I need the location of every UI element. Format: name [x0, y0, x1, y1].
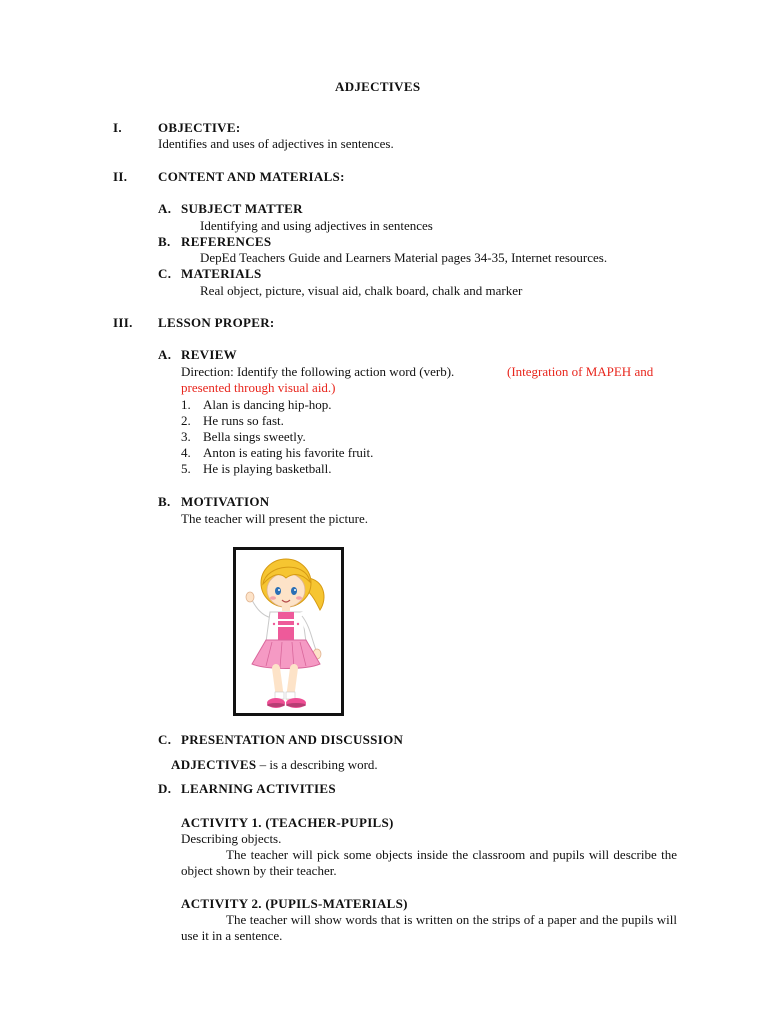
- subject-matter-text: Identifying and using adjectives in sentences: [200, 218, 433, 233]
- materials-text: Real object, picture, visual aid, chalk board, chalk and marker: [200, 283, 523, 298]
- content-materials-heading: CONTENT AND MATERIALS:: [158, 169, 345, 184]
- section-number-2: II.: [113, 169, 128, 184]
- list-item-number: 1.: [181, 397, 191, 412]
- list-item: He runs so fast.: [203, 413, 284, 428]
- girl-cartoon-icon: [236, 550, 341, 713]
- activity1-text: The teacher will pick some objects inside the classroom and pupils will describe the object shown by their teacher.: [181, 847, 677, 878]
- review-note-line2: presented through visual aid.): [181, 380, 336, 395]
- list-item: Anton is eating his favorite fruit.: [203, 445, 374, 460]
- list-item: Bella sings sweetly.: [203, 429, 306, 444]
- references-text: DepEd Teachers Guide and Learners Material pages 34-35, Internet resources.: [200, 250, 608, 265]
- motivation-text: The teacher will present the picture.: [181, 511, 368, 526]
- activities-letter: D.: [158, 781, 172, 796]
- lesson-proper-heading: LESSON PROPER:: [158, 315, 275, 330]
- learning-activities-heading: LEARNING ACTIVITIES: [181, 781, 336, 796]
- page-title: ADJECTIVES: [335, 79, 421, 94]
- subject-matter-letter: A.: [158, 201, 172, 216]
- materials-letter: C.: [158, 266, 172, 281]
- list-item: Alan is dancing hip-hop.: [203, 397, 332, 412]
- motivation-heading: MOTIVATION: [181, 494, 270, 509]
- activity2-text: The teacher will show words that is written on the strips of a paper and the pupils will use it in a sentence.: [181, 912, 677, 943]
- activity2-heading: ACTIVITY 2. (PUPILS-MATERIALS): [181, 896, 408, 911]
- review-heading: REVIEW: [181, 347, 237, 362]
- adjectives-definition: [171, 757, 378, 773]
- adjectives-term: ADJECTIVES: [171, 757, 257, 772]
- objective-heading: OBJECTIVE:: [158, 120, 241, 135]
- list-item-number: 3.: [181, 429, 191, 444]
- activity1-subtitle: Describing objects.: [181, 831, 282, 846]
- list-item: He is playing basketball.: [203, 461, 332, 476]
- references-heading: REFERENCES: [181, 234, 272, 249]
- review-note-line1: (Integration of MAPEH and: [507, 364, 654, 379]
- presentation-letter: C.: [158, 732, 172, 747]
- materials-heading: MATERIALS: [181, 266, 262, 281]
- review-letter: A.: [158, 347, 172, 362]
- review-direction: Direction: Identify the following action word (verb).: [181, 364, 455, 379]
- section-number-3: III.: [113, 315, 133, 330]
- definition-text: – is a describing word.: [256, 757, 378, 772]
- objective-text: Identifies and uses of adjectives in sentences.: [158, 136, 394, 151]
- girl-picture: [233, 547, 344, 716]
- list-item-number: 2.: [181, 413, 191, 428]
- activity1-heading: ACTIVITY 1. (TEACHER-PUPILS): [181, 815, 394, 830]
- presentation-heading: PRESENTATION AND DISCUSSION: [181, 732, 404, 747]
- section-number-1: I.: [113, 120, 122, 135]
- references-letter: B.: [158, 234, 171, 249]
- motivation-letter: B.: [158, 494, 171, 509]
- list-item-number: 4.: [181, 445, 191, 460]
- subject-matter-heading: SUBJECT MATTER: [181, 201, 303, 216]
- list-item-number: 5.: [181, 461, 191, 476]
